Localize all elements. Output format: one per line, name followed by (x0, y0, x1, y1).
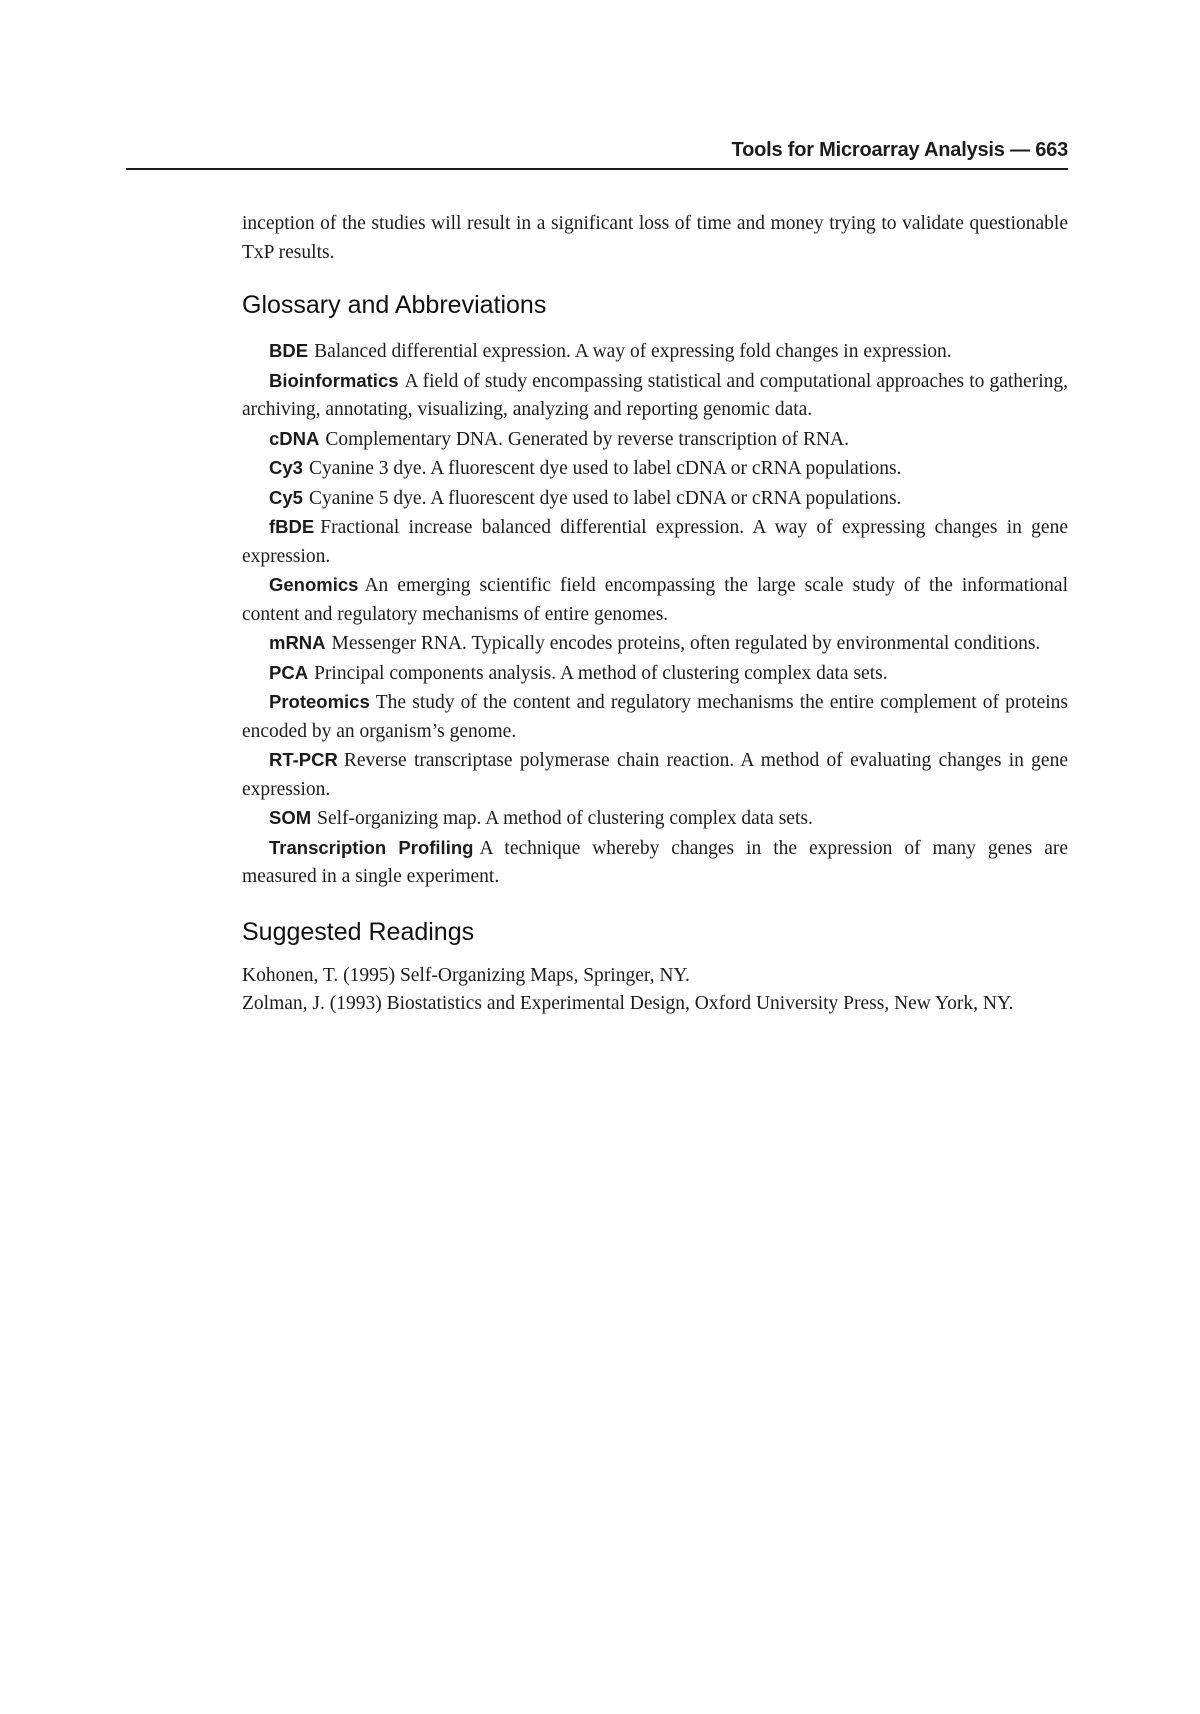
glossary-definition: Principal components analysis. A method of clustering complex data sets. (314, 662, 888, 684)
glossary-entry (242, 513, 1068, 571)
glossary-term: BDE (269, 340, 309, 361)
glossary-term: Cy5 (269, 486, 303, 508)
glossary-definition: Complementary DNA. Generated by reverse transcription of RNA. (325, 428, 850, 450)
glossary-definition: A technique whereby changes in the expression of many genes are measured in a single experiment. (242, 837, 1069, 887)
glossary-section (242, 289, 1068, 892)
glossary-definition: Fractional increase balanced differential expression. A way of expressing changes in gene expression. (242, 517, 1068, 567)
glossary-term: mRNA (269, 632, 326, 653)
glossary-term: Bioinformatics (269, 369, 399, 391)
glossary-entry (242, 571, 1068, 629)
glossary-entry (242, 629, 1068, 659)
glossary-term: Cy3 (269, 457, 303, 478)
glossary-entry (242, 834, 1068, 892)
glossary-entry (242, 659, 1068, 689)
header-rule (126, 168, 1068, 170)
glossary-term: cDNA (269, 427, 320, 449)
reference-item: Zolman, J. (1993) Biostatistics and Experimental Design, Oxford University Press, New York, NY. (242, 993, 1014, 1014)
running-head: Tools for Microarray Analysis — 663 (731, 139, 1068, 161)
glossary-definition: Reverse transcriptase polymerase chain reaction. A method of evaluating changes in gene expression. (242, 750, 1068, 800)
glossary-definition: A field of study encompassing statistical and computational approaches to gathering, archiving, annotating, visualizing, analyzing and reporting genomic data. (242, 370, 1068, 420)
glossary-definition: Cyanine 3 dye. A fluorescent dye used to label cDNA or cRNA populations. (308, 458, 902, 479)
page-body (242, 210, 1068, 1019)
glossary-term: SOM (269, 807, 312, 828)
readings-heading: Suggested Readings (242, 917, 475, 946)
glossary-definition: Self-organizing map. A method of clustering complex data sets. (317, 808, 813, 829)
glossary-entry (242, 746, 1068, 804)
glossary-term: PCA (269, 661, 309, 683)
reference-item: Kohonen, T. (1995) Self-Organizing Maps, Springer, NY. (242, 964, 690, 986)
glossary-definition: Messenger RNA. Typically encodes proteins, often regulated by environmental conditions. (331, 633, 1041, 654)
glossary-entry (242, 484, 1068, 514)
glossary-term: Genomics (269, 574, 359, 595)
readings-section (242, 916, 1068, 1019)
glossary-heading: Glossary and Abbreviations (242, 291, 547, 319)
glossary-entry (242, 337, 1068, 367)
glossary-term: Proteomics (269, 691, 370, 712)
glossary-term: RT-PCR (269, 749, 338, 770)
glossary-definition: The study of the content and regulatory mechanisms the entire complement of proteins encoded by an organism’s genome. (242, 692, 1068, 742)
glossary-definition: Balanced differential expression. A way of expressing fold changes in expression. (314, 341, 952, 362)
glossary-definition: An emerging scientific field encompassing the large scale study of the informational content and regulatory mechanisms of entire genomes. (242, 575, 1068, 625)
glossary-term: Transcription Profiling (269, 836, 474, 858)
glossary-entry (242, 367, 1068, 425)
glossary-entry (242, 688, 1068, 746)
glossary-entry (242, 804, 1068, 834)
glossary-entry (242, 454, 1068, 484)
glossary-definition: Cyanine 5 dye. A fluorescent dye used to label cDNA or cRNA populations. (308, 487, 902, 509)
intro-paragraph: inception of the studies will result in a significant loss of time and money trying to validate questionable TxP results. (242, 213, 1068, 263)
glossary-entry (242, 425, 1068, 455)
glossary-term: fBDE (269, 516, 315, 537)
